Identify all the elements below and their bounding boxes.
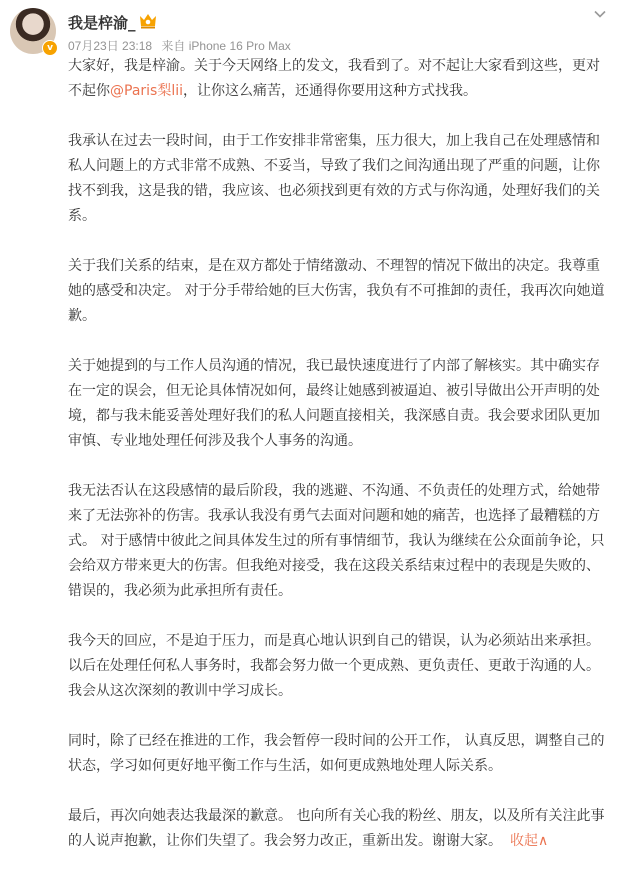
post-content [68,54,608,879]
paragraph: 关于她提到的与工作人员沟通的情况，我已最快速度进行了内部了解核实。其中确实存在一定的误会，但无论具体情况如何，最终让她感到被逼迫、被引导做出公开声明的处境，都与我未能妥善处理好我们的私人问题直接相关，我深感自责。我会要求团队更加审慎、专业地处理任何涉及我个人事务的沟通。 [68,358,600,449]
paragraph-text: 大家好，我是梓渝。关于今天网络上的发文，我看到了。对不起让大家看到这些，更对不起你 [68,58,600,99]
paragraph: 我承认在过去一段时间，由于工作安排非常密集，压力很大，加上我自己在处理感情和私人问题上的方式非常不成熟、不妥当，导致了我们之间沟通出现了严重的问题，让你找不到我，这是我的错，我应该、也必须找到更有效的方式与你沟通，处理好我们的关系。 [68,133,600,224]
collapse-link[interactable]: 收起∧ [510,833,549,849]
paragraph: 我今天的回应，不是迫于压力，而是真心地认识到自己的错误，认为必须站出来承担。以后在处理任何私人事务时，我都会努力做一个更成熟、更负责任、更敢于沟通的人。我会从这次深刻的教训中学习成长。 [68,633,600,699]
paragraph: 关于我们关系的结束，是在双方都处于情绪激动、不理智的情况下做出的决定。我尊重她的感受和决定。 对于分手带给她的巨大伤害，我负有不可推卸的责任，我再次向她道歉。 [68,258,605,324]
avatar[interactable] [10,8,58,56]
paragraph: 同时，除了已经在推进的工作，我会暂停一段时间的公开工作， 认真反思，调整自己的状态，学习如何更好地平衡工作与生活，如何更成熟地处理人际关系。 [68,733,605,774]
verified-badge-icon: v [42,40,58,56]
paragraph [68,804,608,854]
paragraph-text: ，让你这么痛苦，还通得你要用这种方式找我。 [183,83,478,99]
mention-link[interactable]: @Paris梨lii [110,83,184,99]
paragraph-text: 最后，再次向她表达我最深的歉意。 也向所有关心我的粉丝、朋友，以及所有关注此事的人说声抱歉，让你们失望了。我会努力改正，重新出发。谢谢大家。 [68,808,605,849]
paragraph [68,54,608,104]
chevron-down-icon[interactable] [592,6,608,22]
post-meta [68,37,297,54]
post-date[interactable]: 07月23日 23:18 [68,39,153,53]
post-source: 来自 iPhone 16 Pro Max [161,39,291,53]
paragraph: 我无法否认在这段感情的最后阶段，我的逃避、不沟通、不负责任的处理方式，给她带来了无法弥补的伤害。我承认我没有勇气去面对问题和她的痛苦，也选择了最糟糕的方式。 对于感情中彼此之间具体发生过的所有事情细节，我认为继续在公众面前争论，只会给双方带来更大的伤害。但我绝对接受，我在这段关系结束过程中的表现是失败的、错误的，我必须为此承担所有责任。 [68,483,605,599]
username[interactable]: 我是梓渝_ [68,14,136,32]
crown-icon[interactable] [138,12,158,29]
